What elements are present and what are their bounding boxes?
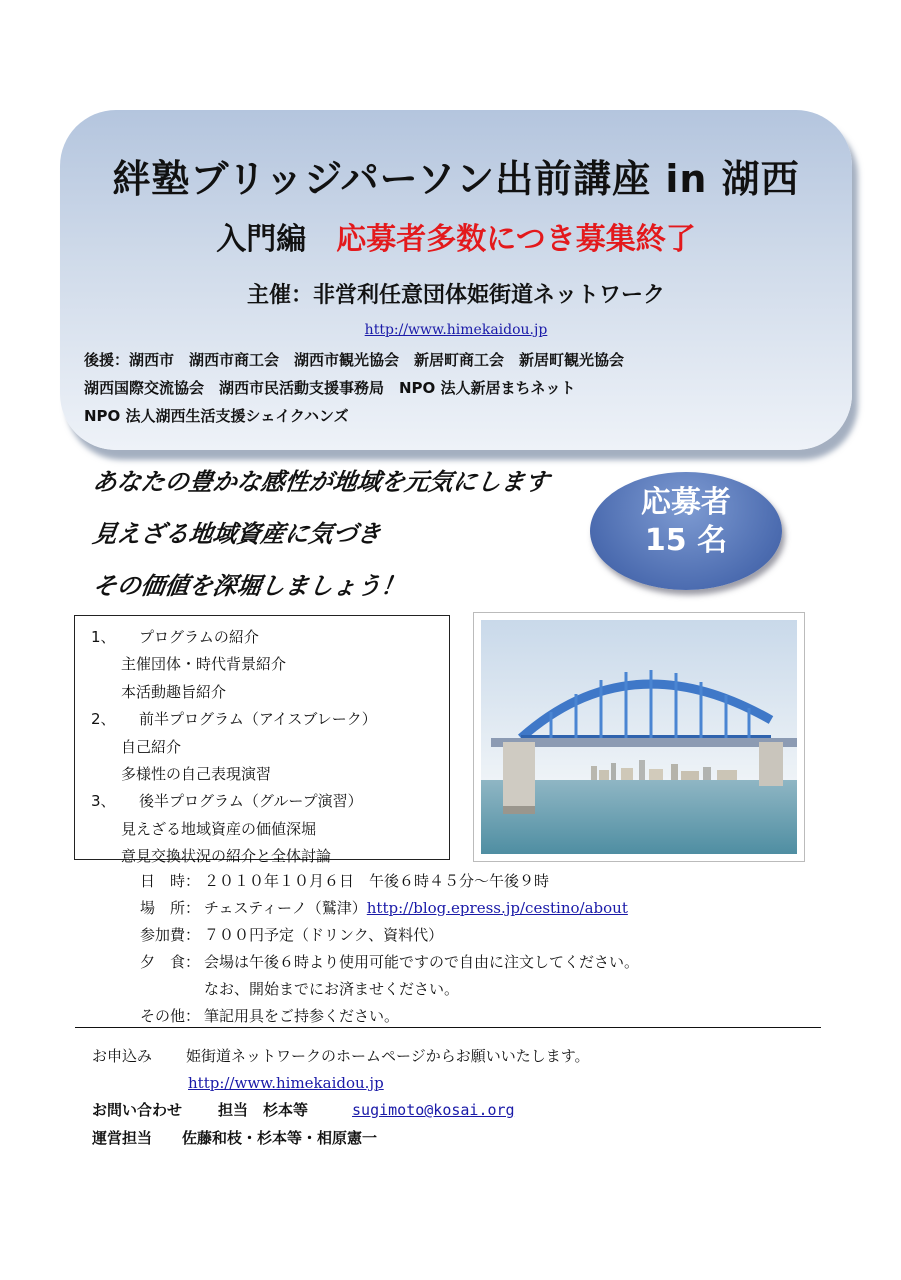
detail-dinner-note: なお、開始までにお済ませください。 <box>204 980 460 998</box>
apply-row <box>92 1045 590 1067</box>
detail-value: チェスティーノ（鷲津） <box>204 899 367 917</box>
program-section-heading <box>91 706 449 733</box>
detail-label: その他： <box>140 1007 201 1025</box>
apply-url-link[interactable]: http://www.himekaidou.jp <box>188 1074 384 1092</box>
detail-dinner <box>140 949 840 976</box>
event-details <box>140 868 840 1030</box>
program-section-heading <box>91 624 449 651</box>
program-item: 主催団体・時代背景紹介 <box>121 655 287 674</box>
staff-names: 佐藤和枝・杉本等・相原憲一 <box>182 1129 378 1147</box>
staff-row <box>92 1127 377 1149</box>
slogan: あなたの豊かな感性が地域を元気にします <box>90 468 551 496</box>
closed-notice: 応募者多数につき募集終了 <box>336 222 696 257</box>
header-banner <box>60 110 852 450</box>
section-number: 2、 <box>91 710 116 729</box>
detail-label: 日 時： <box>140 872 201 890</box>
subtitle-level: 入門編 <box>216 222 307 257</box>
program-item: 意見交換状況の紹介と全体討論 <box>121 847 332 866</box>
divider <box>75 1027 821 1028</box>
bridge-photo <box>473 612 805 862</box>
apply-label: お申込み <box>92 1047 153 1065</box>
sponsors-line: NPO 法人湖西生活支援シェイクハンズ <box>84 407 349 425</box>
program-item: 見えざる地域資産の価値深堀 <box>121 819 317 838</box>
section-title: 後半プログラム（グループ演習） <box>139 792 363 811</box>
detail-fee <box>140 922 840 949</box>
slogan: その価値を深堀しましょう！ <box>90 572 407 600</box>
page-title: 絆塾ブリッジパーソン出前講座 in 湖西 <box>112 157 800 201</box>
slogan-list <box>92 462 652 618</box>
sponsors-line: 後援：湖西市 湖西市商工会 湖西市観光協会 新居町商工会 新居町観光協会 <box>84 351 625 369</box>
slogan: 見えざる地域資産に気づき <box>90 520 383 548</box>
program-section-heading <box>91 788 449 815</box>
program-item: 自己紹介 <box>121 737 182 756</box>
detail-date <box>140 868 840 895</box>
program-box <box>74 615 450 866</box>
apply-text: 姫街道ネットワークのホームページからお願いいたします。 <box>186 1047 590 1065</box>
detail-value: 筆記用具をご持参ください。 <box>204 1007 400 1025</box>
detail-value: ２０１０年１０月６日 午後６時４５分～午後９時 <box>204 872 550 890</box>
apply-url-row <box>188 1072 384 1094</box>
applicants-label: 応募者 <box>641 485 731 520</box>
detail-other <box>140 1003 840 1030</box>
contact-row <box>92 1099 515 1121</box>
detail-value: ７００円予定（ドリンク、資料代） <box>204 926 444 944</box>
detail-value: 会場は午後６時より使用可能ですので自由に注文してください。 <box>204 953 640 971</box>
bridge-illustration <box>481 620 797 854</box>
section-title: プログラムの紹介 <box>139 628 259 646</box>
applicants-badge <box>590 472 782 590</box>
contact-person: 担当 杉本等 <box>218 1101 309 1119</box>
program-item: 本活動趣旨紹介 <box>121 682 227 701</box>
sponsors-line: 湖西国際交流協会 湖西市民活動支援事務局 NPO 法人新居まちネット <box>84 379 576 397</box>
organizer: 主催：非営利任意団体姫街道ネットワーク <box>246 283 665 308</box>
section-title: 前半プログラム（アイスブレーク） <box>139 710 377 729</box>
subtitle <box>60 214 852 258</box>
detail-label: 夕 食： <box>140 953 201 971</box>
detail-label: 場 所： <box>140 899 201 917</box>
sponsors <box>84 346 844 430</box>
contact-label: お問い合わせ <box>92 1101 183 1119</box>
staff-label: 運営担当 <box>92 1129 153 1147</box>
contact-email-link[interactable]: sugimoto@kosai.org <box>352 1101 515 1119</box>
organizer-url-link[interactable]: http://www.himekaidou.jp <box>364 322 548 338</box>
venue-url-link[interactable]: http://blog.epress.jp/cestino/about <box>366 899 628 917</box>
program-item: 多様性の自己表現演習 <box>121 765 272 784</box>
detail-label: 参加費： <box>140 926 201 944</box>
section-number: 3、 <box>91 792 116 811</box>
detail-place <box>140 895 840 922</box>
applicants-count: 15 名 <box>644 523 728 558</box>
section-number: 1、 <box>91 628 116 646</box>
